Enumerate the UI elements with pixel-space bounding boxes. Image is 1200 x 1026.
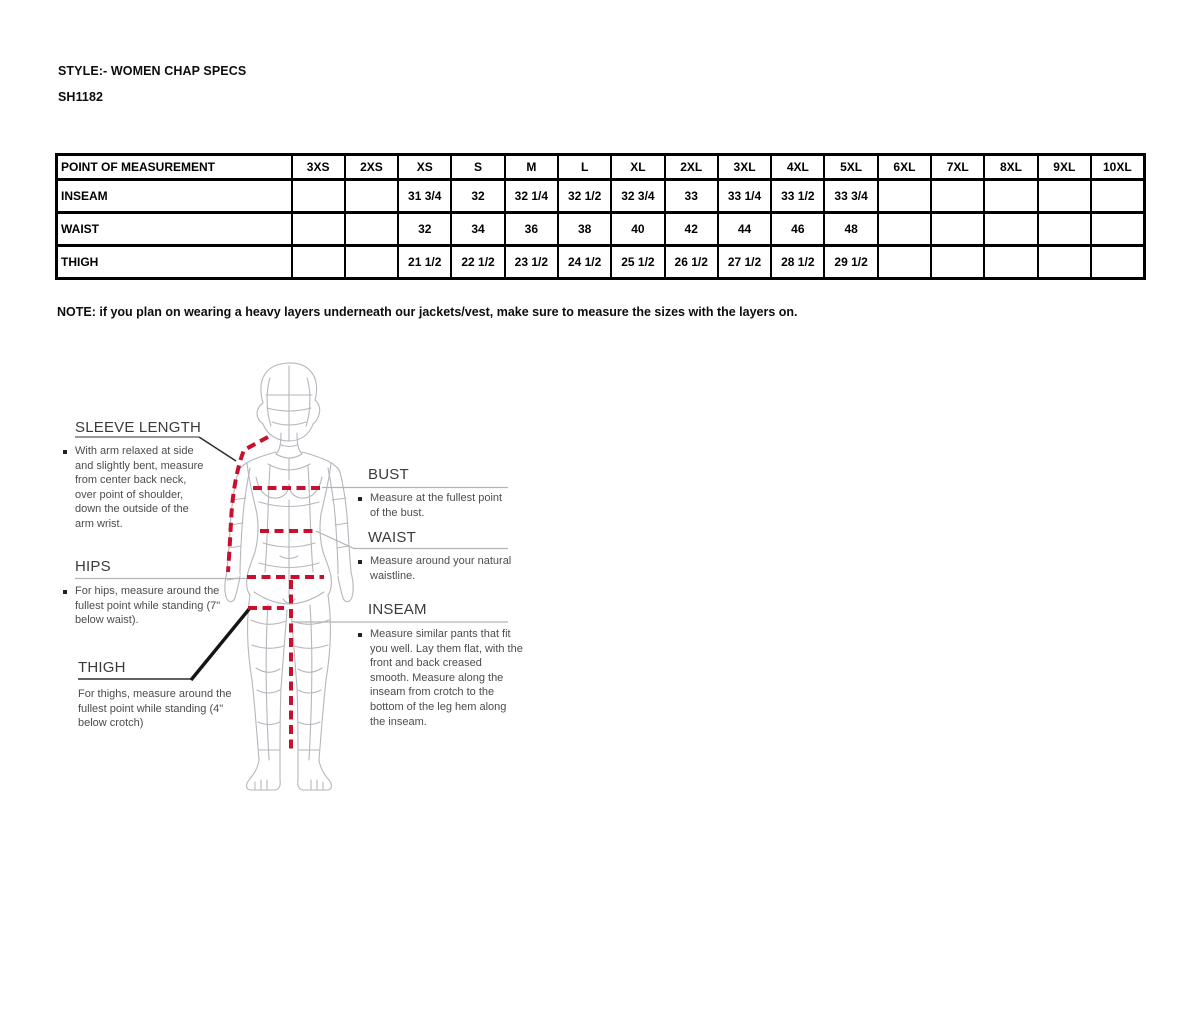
col-header-XS: XS <box>398 155 451 180</box>
size-value-cell: 33 1/2 <box>771 180 824 213</box>
size-value-cell: 34 <box>451 213 504 246</box>
size-value-cell <box>984 246 1037 279</box>
style-title: STYLE:- WOMEN CHAP SPECS <box>58 64 247 78</box>
col-header-M: M <box>505 155 558 180</box>
size-value-cell: 38 <box>558 213 611 246</box>
table-row-waist <box>57 213 1145 246</box>
inseam-heading: INSEAM <box>368 601 427 618</box>
col-header-point-of-measurement: POINT OF MEASUREMENT <box>57 155 292 180</box>
size-value-cell <box>1038 180 1091 213</box>
col-header-5XL: 5XL <box>824 155 877 180</box>
size-value-cell: 48 <box>824 213 877 246</box>
size-value-cell <box>1091 246 1144 279</box>
size-value-cell <box>931 246 984 279</box>
size-value-cell <box>1091 213 1144 246</box>
waist-description: Measure around your natural waistline. <box>370 555 512 582</box>
row-label: WAIST <box>57 213 292 246</box>
sleeve-measure-line <box>228 437 268 572</box>
col-header-3XS: 3XS <box>292 155 345 180</box>
size-value-cell <box>878 180 931 213</box>
hips-heading: HIPS <box>75 558 111 575</box>
waist-heading: WAIST <box>368 529 416 546</box>
bust-heading: BUST <box>368 466 409 483</box>
size-value-cell <box>292 213 345 246</box>
size-value-cell: 32 1/2 <box>558 180 611 213</box>
bullet-square <box>358 633 362 637</box>
size-value-cell: 25 1/2 <box>611 246 664 279</box>
note-text: NOTE: if you plan on wearing a heavy layers underneath our jackets/vest, make sure to measure the sizes with the layers on. <box>57 305 798 319</box>
bullet-square <box>63 450 67 454</box>
size-value-cell: 23 1/2 <box>505 246 558 279</box>
col-header-3XL: 3XL <box>718 155 771 180</box>
col-header-2XS: 2XS <box>345 155 398 180</box>
bust-description: Measure at the fullest point of the bust. <box>370 492 503 519</box>
size-value-cell: 44 <box>718 213 771 246</box>
size-value-cell <box>931 180 984 213</box>
size-value-cell: 29 1/2 <box>824 246 877 279</box>
hips-description: For hips, measure around the fullest point while standing (7" below waist). <box>75 585 221 627</box>
measure-lines <box>228 437 324 750</box>
size-value-cell: 32 3/4 <box>611 180 664 213</box>
size-value-cell <box>345 180 398 213</box>
col-header-8XL: 8XL <box>984 155 1037 180</box>
size-value-cell: 33 1/4 <box>718 180 771 213</box>
size-value-cell <box>292 180 345 213</box>
col-header-9XL: 9XL <box>1038 155 1091 180</box>
inseam-description: Measure similar pants that fit you well. Lay them flat, with the front and back creased smooth. Measure along the inseam from crotch to the bottom of the leg hem along the inseam. <box>370 628 523 728</box>
bullet-square <box>63 590 67 594</box>
size-value-cell: 36 <box>505 213 558 246</box>
bullet-square <box>358 560 362 564</box>
col-header-4XL: 4XL <box>771 155 824 180</box>
bullet-square <box>358 497 362 501</box>
sleeve-length-heading: SLEEVE LENGTH <box>75 419 201 436</box>
size-value-cell <box>1091 180 1144 213</box>
size-value-cell: 26 1/2 <box>665 246 718 279</box>
col-header-2XL: 2XL <box>665 155 718 180</box>
size-value-cell <box>878 213 931 246</box>
col-header-10XL: 10XL <box>1091 155 1144 180</box>
size-value-cell: 32 <box>398 213 451 246</box>
table-row-inseam <box>57 180 1145 213</box>
size-value-cell: 40 <box>611 213 664 246</box>
row-label: THIGH <box>57 246 292 279</box>
size-value-cell: 46 <box>771 213 824 246</box>
size-value-cell: 32 1/4 <box>505 180 558 213</box>
col-header-6XL: 6XL <box>878 155 931 180</box>
size-value-cell <box>1038 246 1091 279</box>
thigh-heading: THIGH <box>78 659 126 676</box>
size-value-cell <box>984 180 1037 213</box>
row-label: INSEAM <box>57 180 292 213</box>
col-header-7XL: 7XL <box>931 155 984 180</box>
size-value-cell: 42 <box>665 213 718 246</box>
size-value-cell <box>931 213 984 246</box>
size-value-cell <box>292 246 345 279</box>
size-value-cell <box>984 213 1037 246</box>
col-header-XL: XL <box>611 155 664 180</box>
sleeve-length-description: With arm relaxed at side and slightly bent, measure from center back neck, over point of shoulder, down the outside of the arm wrist. <box>75 445 204 530</box>
size-value-cell <box>345 213 398 246</box>
size-value-cell: 24 1/2 <box>558 246 611 279</box>
size-value-cell: 31 3/4 <box>398 180 451 213</box>
size-value-cell: 33 <box>665 180 718 213</box>
style-code: SH1182 <box>58 90 104 104</box>
table-row-thigh <box>57 246 1145 279</box>
size-value-cell: 33 3/4 <box>824 180 877 213</box>
size-value-cell <box>878 246 931 279</box>
size-value-cell: 21 1/2 <box>398 246 451 279</box>
size-value-cell: 27 1/2 <box>718 246 771 279</box>
size-chart-table <box>55 153 1146 280</box>
size-value-cell: 32 <box>451 180 504 213</box>
size-value-cell: 22 1/2 <box>451 246 504 279</box>
thigh-description: For thighs, measure around the fullest point while standing (4" below crotch) <box>78 688 232 730</box>
size-value-cell <box>1038 213 1091 246</box>
col-header-L: L <box>558 155 611 180</box>
size-value-cell: 28 1/2 <box>771 246 824 279</box>
size-value-cell <box>345 246 398 279</box>
col-header-S: S <box>451 155 504 180</box>
